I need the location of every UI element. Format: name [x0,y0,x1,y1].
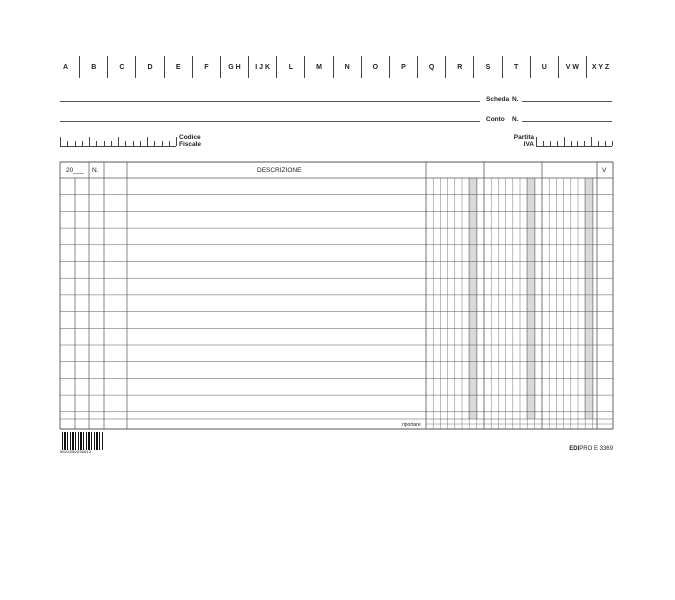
alphabet-tab: R [445,56,473,78]
alphabet-tab: N [333,56,361,78]
alphabet-tab: U [530,56,558,78]
carry-forward-label: riportare [402,422,421,428]
alphabet-tab: T [502,56,530,78]
brand-mark [569,446,613,452]
codice-fiscale-label: Codice Fiscale [179,134,202,148]
alphabet-tab: X Y Z [586,56,614,78]
scheda-label: Scheda [486,96,510,103]
v-column-header: V [602,167,607,174]
conto-number-label: N. [512,116,519,123]
year-header: 20___ [66,167,85,174]
alphabet-tab: I J K [248,56,276,78]
alphabet-tab: C [107,56,135,78]
description-header: DESCRIZIONE [257,167,302,174]
conto-label: Conto [486,116,505,123]
alphabet-tab: L [276,56,304,78]
alphabet-tab: B [79,56,107,78]
alphabet-tab: E [164,56,192,78]
alphabet-tab: Q [417,56,445,78]
barcode-number: 8023289336913 [60,451,92,455]
brand-name-rest: PRO [579,446,593,452]
barcode [62,432,104,450]
number-column-header: N. [92,167,99,174]
product-code: E 3369 [593,446,613,452]
alphabet-tab: V W [558,56,586,78]
alphabet-tab: F [192,56,220,78]
alphabet-tab: A [63,63,69,71]
alphabet-tab: O [361,56,389,78]
alphabet-tab: S [473,56,501,78]
partita-iva-label: Partita IVA [513,134,534,148]
alphabet-tab: M [304,56,332,78]
alphabet-tab: G H [220,56,248,78]
brand-name-bold: EDI [569,446,580,452]
scheda-number-label: N. [512,96,519,103]
alphabet-tab: P [389,56,417,78]
alphabet-tab: D [135,56,163,78]
